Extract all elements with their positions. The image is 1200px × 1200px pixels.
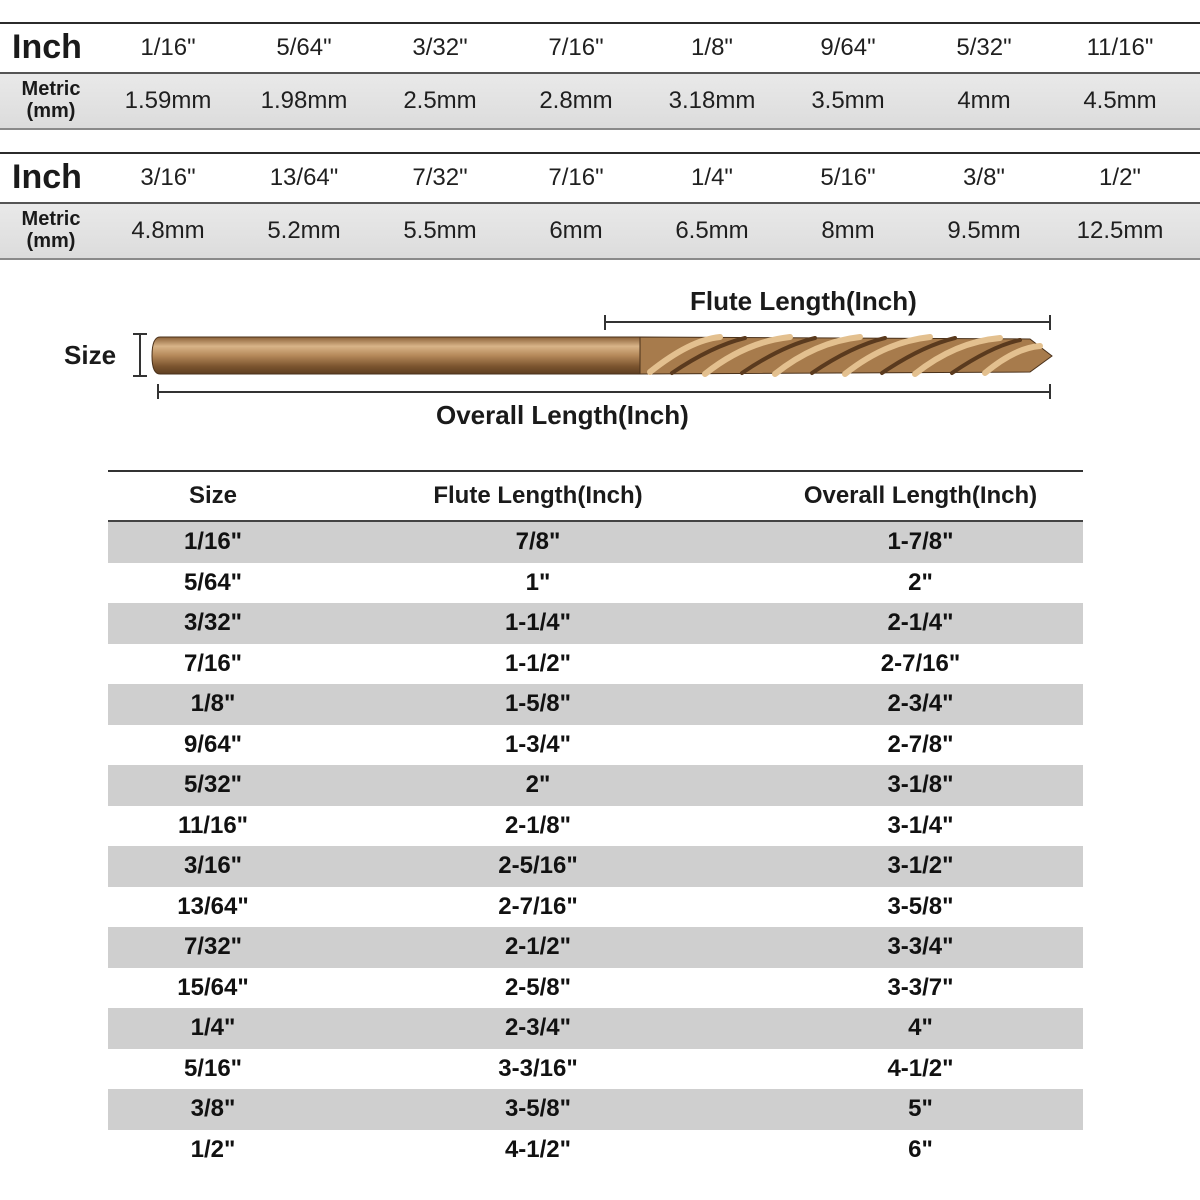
metric-value: 3.18mm — [668, 87, 756, 114]
inch-value: 3/32" — [412, 34, 468, 61]
table-row — [108, 522, 1083, 563]
metric-value: 2.5mm — [403, 87, 477, 114]
metric-value: 6mm — [549, 217, 603, 244]
size-cell: 1/4" — [190, 1014, 236, 1042]
flute-length-cell: 1-5/8" — [504, 690, 572, 718]
overall-length-cell: 3-5/8" — [887, 892, 954, 920]
inch-row-label: Inch — [12, 28, 82, 66]
flute-length-cell: 2-5/8" — [504, 973, 572, 1001]
flute-length-cell: 1-3/4" — [504, 730, 572, 758]
overall-length-cell: 3-3/7" — [887, 973, 954, 1001]
table-row — [108, 644, 1083, 685]
metric-value: 4mm — [957, 87, 1011, 114]
flute-length-cell: 3-5/8" — [504, 1095, 572, 1123]
drill-bit-diagram — [0, 280, 1200, 440]
metric-row-label — [10, 208, 92, 252]
overall-length-cell: 2-7/8" — [887, 730, 954, 758]
size-cell: 11/16" — [177, 811, 249, 839]
overall-dimension-line — [158, 384, 1050, 399]
table-row — [108, 968, 1083, 1009]
metric-label-line2: (mm) — [26, 230, 76, 252]
flute-length-cell: 2" — [525, 771, 551, 799]
size-cell: 3/16" — [183, 852, 243, 880]
size-dimension-line — [133, 334, 147, 376]
flute-length-cell: 1-1/4" — [504, 609, 572, 637]
inch-value: 1/8" — [691, 34, 733, 61]
flute-length-cell: 2-3/4" — [504, 1014, 572, 1042]
flute-length-cell: 2-7/16" — [498, 892, 578, 920]
table-row — [108, 563, 1083, 604]
inch-value: 3/8" — [963, 164, 1005, 191]
inch-value: 1/2" — [1099, 164, 1141, 191]
size-cell: 5/32" — [183, 771, 243, 799]
size-cell: 3/8" — [190, 1095, 236, 1123]
overall-length-label: Overall Length(Inch) — [436, 400, 689, 430]
overall-length-cell: 5" — [908, 1095, 933, 1123]
overall-length-cell: 2-7/16" — [880, 649, 961, 677]
inch-value: 7/16" — [548, 34, 604, 61]
table-row — [108, 1049, 1083, 1090]
header-overall-length: Overall Length(Inch) — [803, 482, 1038, 509]
flute-length-cell: 2-5/16" — [498, 852, 578, 880]
flute-length-cell: 7/8" — [515, 528, 561, 556]
flute-length-cell: 4-1/2" — [504, 1135, 572, 1163]
size-cell: 1/2" — [190, 1135, 236, 1163]
metric-value: 5.5mm — [403, 217, 477, 244]
inch-row-label: Inch — [12, 158, 82, 196]
overall-length-cell: 1-7/8" — [887, 528, 954, 556]
table-row — [108, 1130, 1083, 1171]
metric-value: 3.5mm — [811, 87, 885, 114]
inch-value: 1/4" — [691, 164, 733, 191]
overall-length-cell: 6" — [908, 1135, 933, 1163]
flute-length-cell: 1" — [525, 568, 551, 596]
table-row — [108, 684, 1083, 725]
table-row — [108, 927, 1083, 968]
metric-value: 6.5mm — [675, 217, 749, 244]
table-row — [108, 887, 1083, 928]
metric-values — [100, 204, 1190, 258]
size-cell: 13/64" — [177, 892, 249, 920]
inch-value: 3/16" — [140, 164, 196, 191]
inch-values — [100, 154, 1190, 202]
size-cell: 5/16" — [183, 1054, 243, 1082]
overall-length-cell: 4" — [908, 1014, 933, 1042]
inch-value: 1/16" — [140, 34, 196, 61]
metric-row — [0, 72, 1200, 130]
metric-values — [100, 74, 1190, 128]
size-cell: 15/64" — [177, 973, 249, 1001]
inch-row — [0, 154, 1200, 202]
conversion-table-2 — [0, 152, 1200, 260]
spec-table — [108, 470, 1083, 1170]
metric-label-line1: Metric — [21, 208, 81, 230]
metric-value: 5.2mm — [267, 217, 341, 244]
inch-row — [0, 24, 1200, 72]
size-cell: 7/16" — [183, 649, 243, 677]
inch-value: 7/32" — [412, 164, 468, 191]
metric-label-line2: (mm) — [26, 100, 76, 122]
metric-row-label — [10, 78, 92, 122]
header-size: Size — [188, 482, 238, 509]
size-cell: 1/16" — [183, 528, 243, 556]
metric-value: 12.5mm — [1076, 217, 1164, 244]
header-flute-length: Flute Length(Inch) — [433, 482, 643, 509]
overall-length-cell: 3-1/2" — [887, 852, 954, 880]
inch-value: 5/32" — [956, 34, 1012, 61]
metric-value: 1.59mm — [124, 87, 212, 114]
size-cell: 7/32" — [183, 933, 243, 961]
inch-value: 11/16" — [1086, 34, 1154, 61]
table-row — [108, 806, 1083, 847]
inch-value: 7/16" — [548, 164, 604, 191]
flute-dimension-line — [605, 315, 1050, 330]
flute-length-cell: 2-1/2" — [504, 933, 572, 961]
inch-value: 5/16" — [820, 164, 876, 191]
overall-length-cell: 2-3/4" — [887, 690, 954, 718]
table-row — [108, 846, 1083, 887]
table-row — [108, 725, 1083, 766]
size-cell: 5/64" — [183, 568, 243, 596]
flute-length-cell: 1-1/2" — [504, 649, 572, 677]
size-label: Size — [64, 340, 117, 370]
flute-length-label: Flute Length(Inch) — [690, 286, 917, 316]
metric-value: 8mm — [821, 217, 875, 244]
overall-length-cell: 3-1/8" — [887, 771, 954, 799]
overall-length-cell: 3-1/4" — [887, 811, 954, 839]
overall-length-cell: 2" — [908, 568, 933, 596]
overall-length-cell: 4-1/2" — [887, 1054, 954, 1082]
conversion-table-1 — [0, 22, 1200, 130]
inch-value: 9/64" — [820, 34, 876, 61]
inch-value: 5/64" — [276, 34, 332, 61]
table-row — [108, 1089, 1083, 1130]
metric-value: 1.98mm — [260, 87, 348, 114]
size-cell: 9/64" — [183, 730, 243, 758]
size-cell: 1/8" — [190, 690, 236, 718]
overall-length-cell: 2-1/4" — [887, 609, 954, 637]
metric-value: 2.8mm — [539, 87, 613, 114]
metric-value: 4.8mm — [131, 217, 205, 244]
flute-length-cell: 3-3/16" — [498, 1054, 578, 1082]
inch-value: 13/64" — [269, 164, 339, 191]
drill-shank — [152, 337, 640, 374]
metric-value: 9.5mm — [947, 217, 1021, 244]
table-row — [108, 603, 1083, 644]
overall-length-cell: 3-3/4" — [887, 933, 954, 961]
metric-value: 4.5mm — [1083, 87, 1157, 114]
metric-row — [0, 202, 1200, 260]
spec-table-header — [108, 470, 1083, 522]
table-row — [108, 1008, 1083, 1049]
size-cell: 3/32" — [183, 609, 243, 637]
flute-length-cell: 2-1/8" — [504, 811, 572, 839]
inch-values — [100, 24, 1190, 72]
table-row — [108, 765, 1083, 806]
metric-label-line1: Metric — [21, 78, 81, 100]
